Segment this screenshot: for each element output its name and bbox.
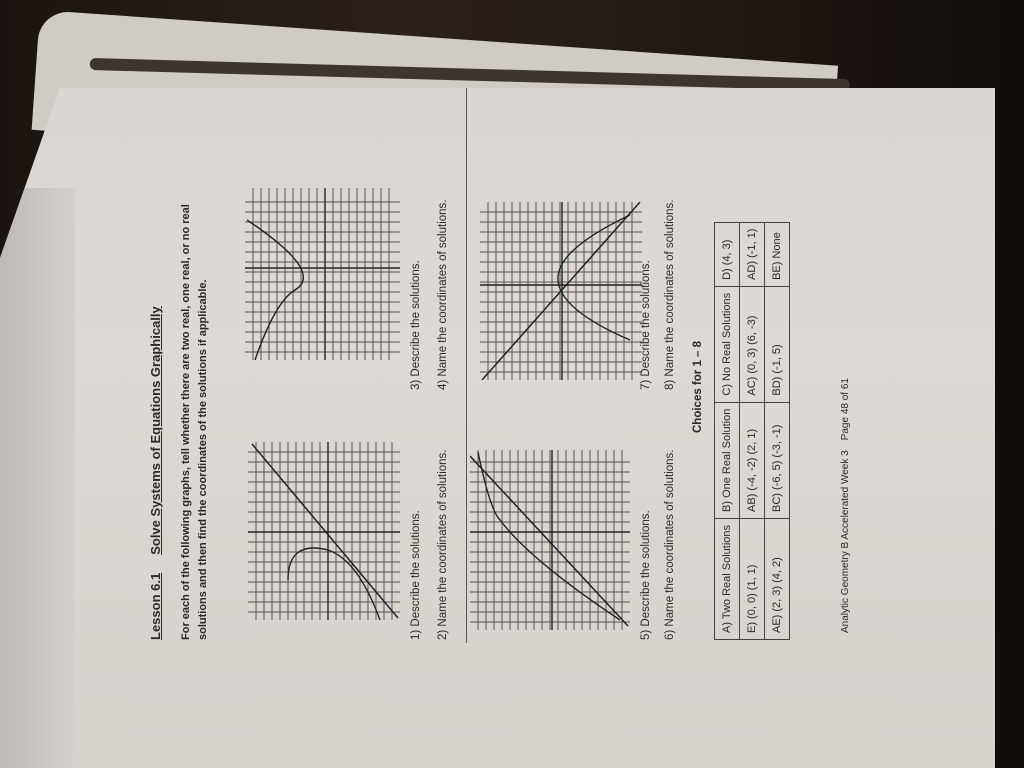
question-7: 7) Describe the solutions. [640,260,652,390]
question-8: 8) Name the coordinates of solutions. [664,199,676,390]
page-title [148,306,163,640]
table-row [715,222,740,639]
choice-cell: C) No Real Solutions [715,286,740,402]
table-row [765,222,790,639]
choice-cell: AB) (-4, -2) (2, 1) [740,402,765,518]
question-5: 5) Describe the solutions. [640,510,652,640]
question-3: 3) Describe the solutions. [410,260,422,390]
lesson-number: Lesson 6.1 [148,572,163,640]
choice-cell: BE) None [765,222,790,286]
graph-3-4 [245,188,400,360]
choice-cell: B) One Real Solution [715,402,740,518]
section-divider [466,88,467,643]
choice-cell: A) Two Real Solutions [715,518,740,639]
page-footer [840,378,851,633]
lesson-title: Solve Systems of Equations Graphically [148,306,163,555]
choice-cell: BC) (-6, 5) (-3, -1) [765,402,790,518]
choices-table [714,222,790,640]
choice-cell: AE) (2, 3) (4, 2) [765,518,790,639]
instructions-line-2: solutions and then find the coordinates of the solutions if applicable. [197,279,209,640]
choice-cell: E) (0, 0) (1, 1) [740,518,765,639]
table-row [740,222,765,639]
footer-page-number: Page 48 of 61 [840,378,851,441]
graph-5-6 [470,450,630,630]
question-6: 6) Name the coordinates of solutions. [664,449,676,640]
worksheet-page [0,88,995,768]
choices-title: Choices for 1 – 8 [692,340,704,433]
question-4: 4) Name the coordinates of solutions. [437,199,449,390]
graph-1-2 [248,442,400,620]
question-1: 1) Describe the solutions. [410,510,422,640]
instructions-line-1: For each of the following graphs, tell whether there are two real, one real, or no real [180,204,192,640]
footer-course: Analytic Geometry B Accelerated Week 3 [840,450,851,633]
choice-cell: AC) (0, 3) (6, -3) [740,286,765,402]
choice-cell: D) (4, 3) [715,222,740,286]
choice-cell: BD) (-1, 5) [765,286,790,402]
choice-cell: AD) (-1, 1) [740,222,765,286]
graph-7-8 [480,202,642,380]
question-2: 2) Name the coordinates of solutions. [437,449,449,640]
